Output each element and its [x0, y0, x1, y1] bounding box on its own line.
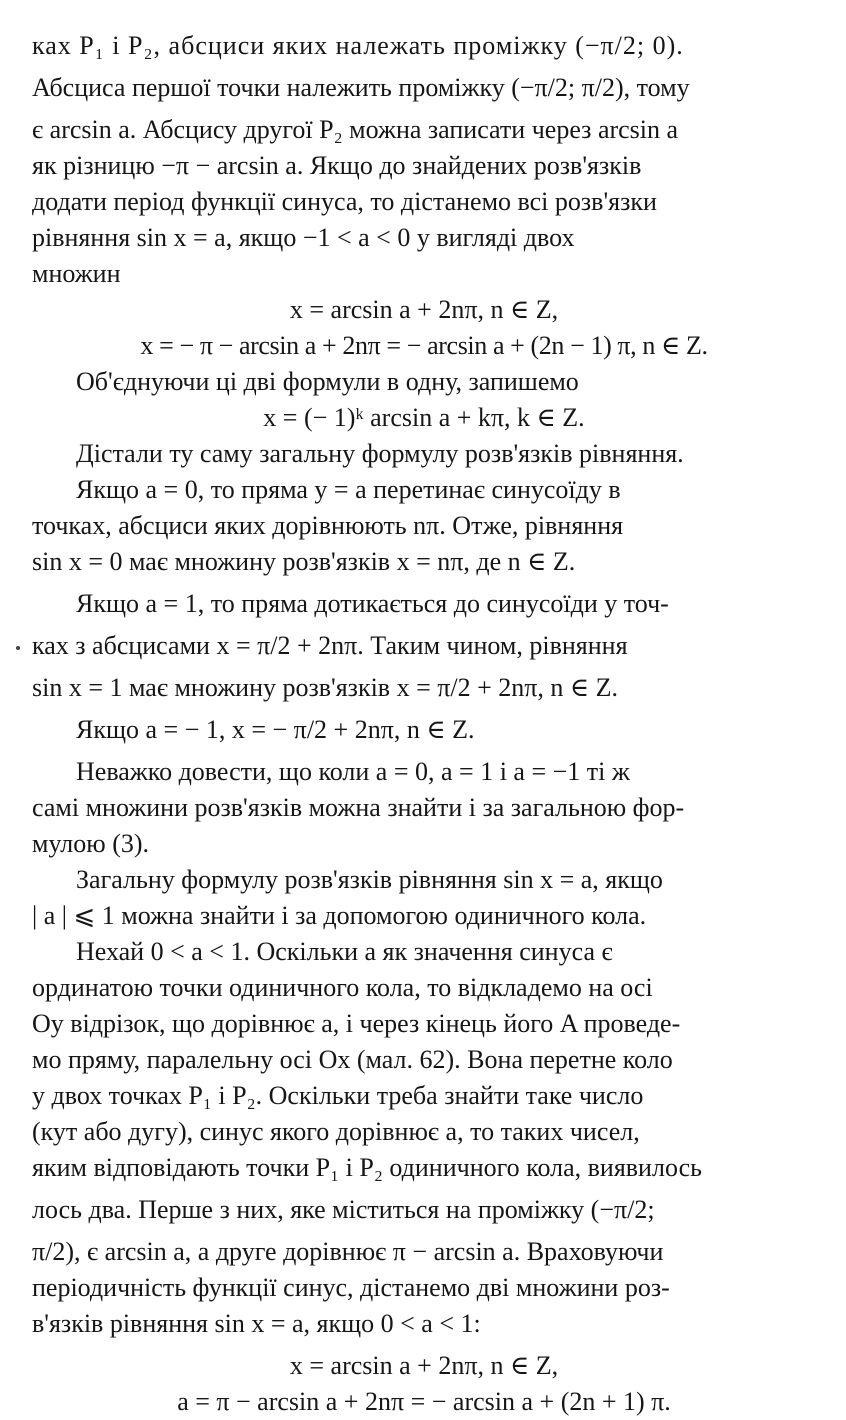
text-line: Дістали ту саму загальну формулу розв'язків рівняння. — [76, 439, 684, 468]
text-line: Якщо a = − 1, x = − π/2 + 2nπ, n ∈ Z. — [76, 715, 475, 744]
text-line: Неважко довести, що коли a = 0, a = 1 і a = −1 ті ж — [76, 757, 630, 786]
formula-line: x = arcsin a + 2nπ, n ∈ Z, — [289, 295, 559, 324]
text-line: лось два. Перше з них, яке міститься на проміжку (−π/2; — [32, 1195, 655, 1224]
text-line: Якщо a = 0, то пряма y = a перетинає синусоїду в — [76, 475, 621, 504]
text-line: ординатою точки одиничного кола, то відкладемо на осі — [32, 973, 653, 1002]
text-line: є arcsin a. Абсцису другої P₂ можна записати через arcsin a — [32, 115, 679, 144]
text-line: Абсциса першої точки належить проміжку (−π/2; π/2), тому — [32, 73, 690, 102]
text-line: ках P₁ і P₂, абсциси яких належать проміжку (−π/2; 0). — [32, 31, 684, 60]
text-line: Об'єднуючи ці дві формули в одну, запишемо — [76, 367, 579, 396]
text-line: додати період функції синуса, то дістанемо всі розв'язки — [32, 187, 657, 216]
text-line: Нехай 0 < a < 1. Оскільки a як значення синуса є — [76, 937, 613, 966]
text-line: Загальну формулу розв'язків рівняння sin x = a, якщо — [76, 865, 663, 894]
formula-line: a = π − arcsin a + 2nπ = − arcsin a + (2n + 1) π. — [177, 1387, 671, 1416]
text-line: | a | ⩽ 1 можна знайти і за допомогою одиничного кола. — [32, 901, 647, 930]
text-line: як різницю −π − arcsin a. Якщо до знайдених розв'язків — [32, 151, 642, 180]
formula-line: x = − π − arcsin a + 2nπ = − arcsin a + (2n − 1) π, n ∈ Z. — [140, 331, 708, 360]
formula-line: x = arcsin a + 2nπ, n ∈ Z, — [289, 1351, 559, 1380]
text-line: ках з абсцисами x = π/2 + 2nπ. Таким чином, рівняння — [32, 631, 628, 660]
text-line: Oy відрізок, що дорівнює a, і через кінець його A проведе- — [32, 1009, 681, 1038]
print-speck — [16, 646, 20, 650]
text-line: (кут або дугу), синус якого дорівнює a, то таких чисел, — [32, 1117, 640, 1146]
text-line: мо пряму, паралельну осі Ox (мал. 62). Вона перетне коло — [32, 1045, 673, 1074]
text-line: у двох точках P₁ і P₂. Оскільки треба знайти таке число — [32, 1081, 644, 1110]
text-line: періодичність функції синус, дістанемо дві множини роз- — [32, 1273, 670, 1302]
text-line: sin x = 0 має множину розв'язків x = nπ, де n ∈ Z. — [32, 547, 576, 576]
text-line: sin x = 1 має множину розв'язків x = π/2 + 2nπ, n ∈ Z. — [32, 673, 619, 702]
text-line: мулою (3). — [32, 829, 150, 858]
text-line: рівняння sin x = a, якщо −1 < a < 0 у вигляді двох — [32, 223, 575, 252]
text-line: самі множини розв'язків можна знайти і за загальною фор- — [32, 793, 685, 822]
text-line: точках, абсциси яких дорівнюють nπ. Отже, рівняння — [32, 511, 624, 540]
text-line: яким відповідають точки P₁ і P₂ одиничного кола, виявилось — [32, 1153, 702, 1182]
text-line: множин — [32, 259, 121, 288]
text-line: в'язків рівняння sin x = a, якщо 0 < a < 1: — [32, 1309, 481, 1338]
text-line: π/2), є arcsin a, а друге дорівнює π − arcsin a. Враховуючи — [32, 1237, 664, 1266]
formula-line: x = (− 1)ᵏ arcsin a + kπ, k ∈ Z. — [263, 403, 585, 432]
text-line: Якщо a = 1, то пряма дотикається до синусоїди у точ- — [76, 589, 669, 618]
